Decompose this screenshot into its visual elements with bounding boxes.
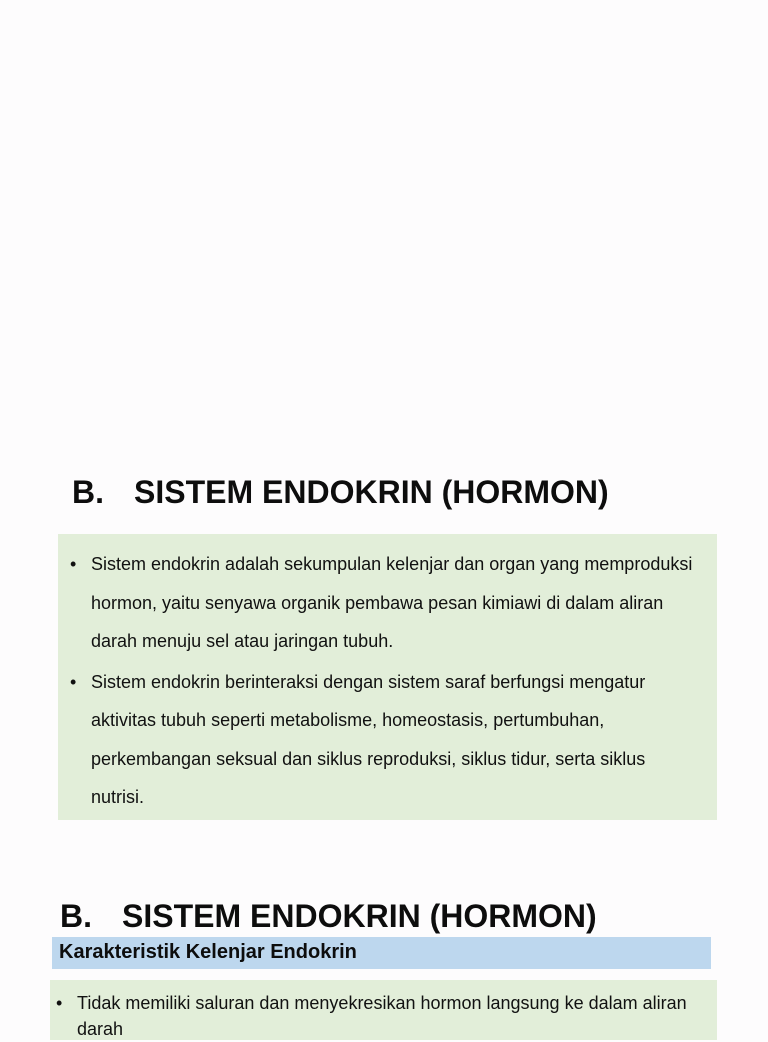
section-title-text: SISTEM ENDOKRIN (HORMON) — [134, 474, 609, 510]
section-letter: B. — [60, 898, 92, 934]
list-item — [56, 990, 697, 1042]
definition-box — [58, 534, 717, 820]
list-item-text: Tidak memiliki saluran dan menyekresikan hormon langsung ke dalam aliran darah — [77, 993, 687, 1039]
list-item-text: Sistem endokrin adalah sekumpulan kelenjar dan organ yang memproduksi hormon, yaitu senyawa organik pembawa pesan kimiawi di dalam aliran darah menuju sel atau jaringan tubuh. — [91, 554, 693, 651]
characteristics-list — [56, 990, 697, 1042]
definition-list — [70, 545, 697, 817]
bullet-icon: • — [70, 671, 77, 692]
list-item — [70, 663, 697, 817]
characteristics-box — [50, 980, 717, 1040]
subheading: Karakteristik Kelenjar Endokrin — [52, 937, 711, 969]
section-letter: B. — [72, 474, 104, 510]
bullet-icon: • — [70, 554, 77, 574]
section-title-text: SISTEM ENDOKRIN (HORMON) — [122, 898, 597, 934]
list-item-text: Sistem endokrin berinteraksi dengan sistem saraf berfungsi mengatur aktivitas tubuh seperti metabolisme, homeostasis, pertumbuhan, perkembangan seksual dan siklus reproduksi, siklus tidur, serta siklus nutrisi. — [91, 671, 646, 807]
section-title — [60, 896, 597, 936]
list-item — [70, 545, 697, 661]
section-title — [72, 472, 609, 512]
bullet-icon: • — [56, 993, 63, 1013]
